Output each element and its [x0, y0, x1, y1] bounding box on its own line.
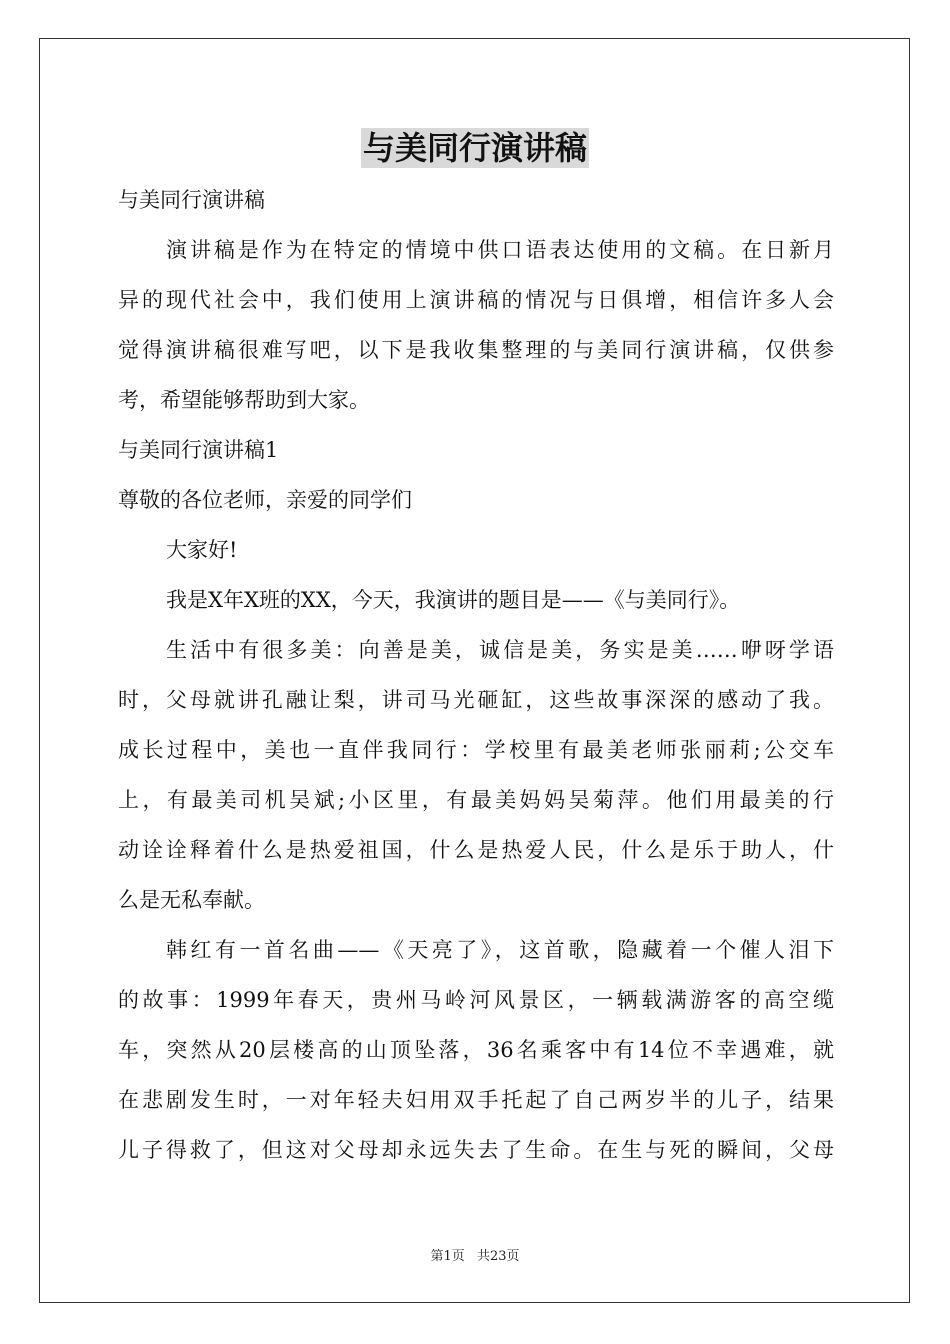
text-line: 动诠诠释着什么是热爱祖国，什么是热爱人民，什么是乐于助人，什 — [118, 838, 834, 862]
page-footer — [0, 1245, 950, 1264]
text-line: 异的现代社会中，我们使用上演讲稿的情况与日俱增，相信许多人会 — [118, 288, 834, 312]
text-line: 觉得演讲稿很难写吧，以下是我收集整理的与美同行演讲稿，仅供参 — [118, 338, 834, 362]
text-line: 在悲剧发生时，一对年轻夫妇用双手托起了自己两岁半的儿子，结果 — [118, 1088, 834, 1112]
text-line: 我是X年X班的XX，今天，我演讲的题目是——《与美同行》。 — [166, 588, 741, 612]
text-line: 时，父母就讲孔融让梨，讲司马光砸缸，这些故事深深的感动了我。 — [118, 688, 834, 712]
text-line: 与美同行演讲稿 — [118, 188, 265, 212]
text-line: 成长过程中，美也一直伴我同行：学校里有最美老师张丽莉;公交车 — [118, 738, 834, 762]
text-line: 大家好! — [166, 538, 238, 562]
text-line: 与美同行演讲稿1 — [118, 438, 279, 462]
text-line: 韩红有一首名曲——《天亮了》，这首歌，隐藏着一个催人泪下 — [166, 938, 834, 962]
page-total: 共23页 — [476, 1249, 520, 1264]
text-line: 考，希望能够帮助到大家。 — [118, 388, 370, 412]
title-area — [0, 128, 950, 168]
text-line: 车，突然从20层楼高的山顶坠落，36名乘客中有14位不幸遇难，就 — [118, 1038, 834, 1062]
text-line: 的故事：1999年春天，贵州马岭河风景区，一辆载满游客的高空缆 — [118, 988, 834, 1012]
document-body — [118, 175, 834, 1175]
text-line: 儿子得救了，但这对父母却永远失去了生命。在生与死的瞬间，父母 — [118, 1138, 834, 1162]
text-line: 尊敬的各位老师，亲爱的同学们 — [118, 488, 412, 512]
text-line: 上，有最美司机吴斌;小区里，有最美妈妈吴菊萍。他们用最美的行 — [118, 788, 834, 812]
text-line: 么是无私奉献。 — [118, 888, 265, 912]
text-line: 演讲稿是作为在特定的情境中供口语表达使用的文稿。在日新月 — [166, 238, 834, 262]
text-line: 生活中有很多美：向善是美，诚信是美，务实是美……咿呀学语 — [166, 638, 834, 662]
document-title: 与美同行演讲稿 — [362, 129, 587, 167]
page-number: 第1页 — [430, 1249, 465, 1264]
